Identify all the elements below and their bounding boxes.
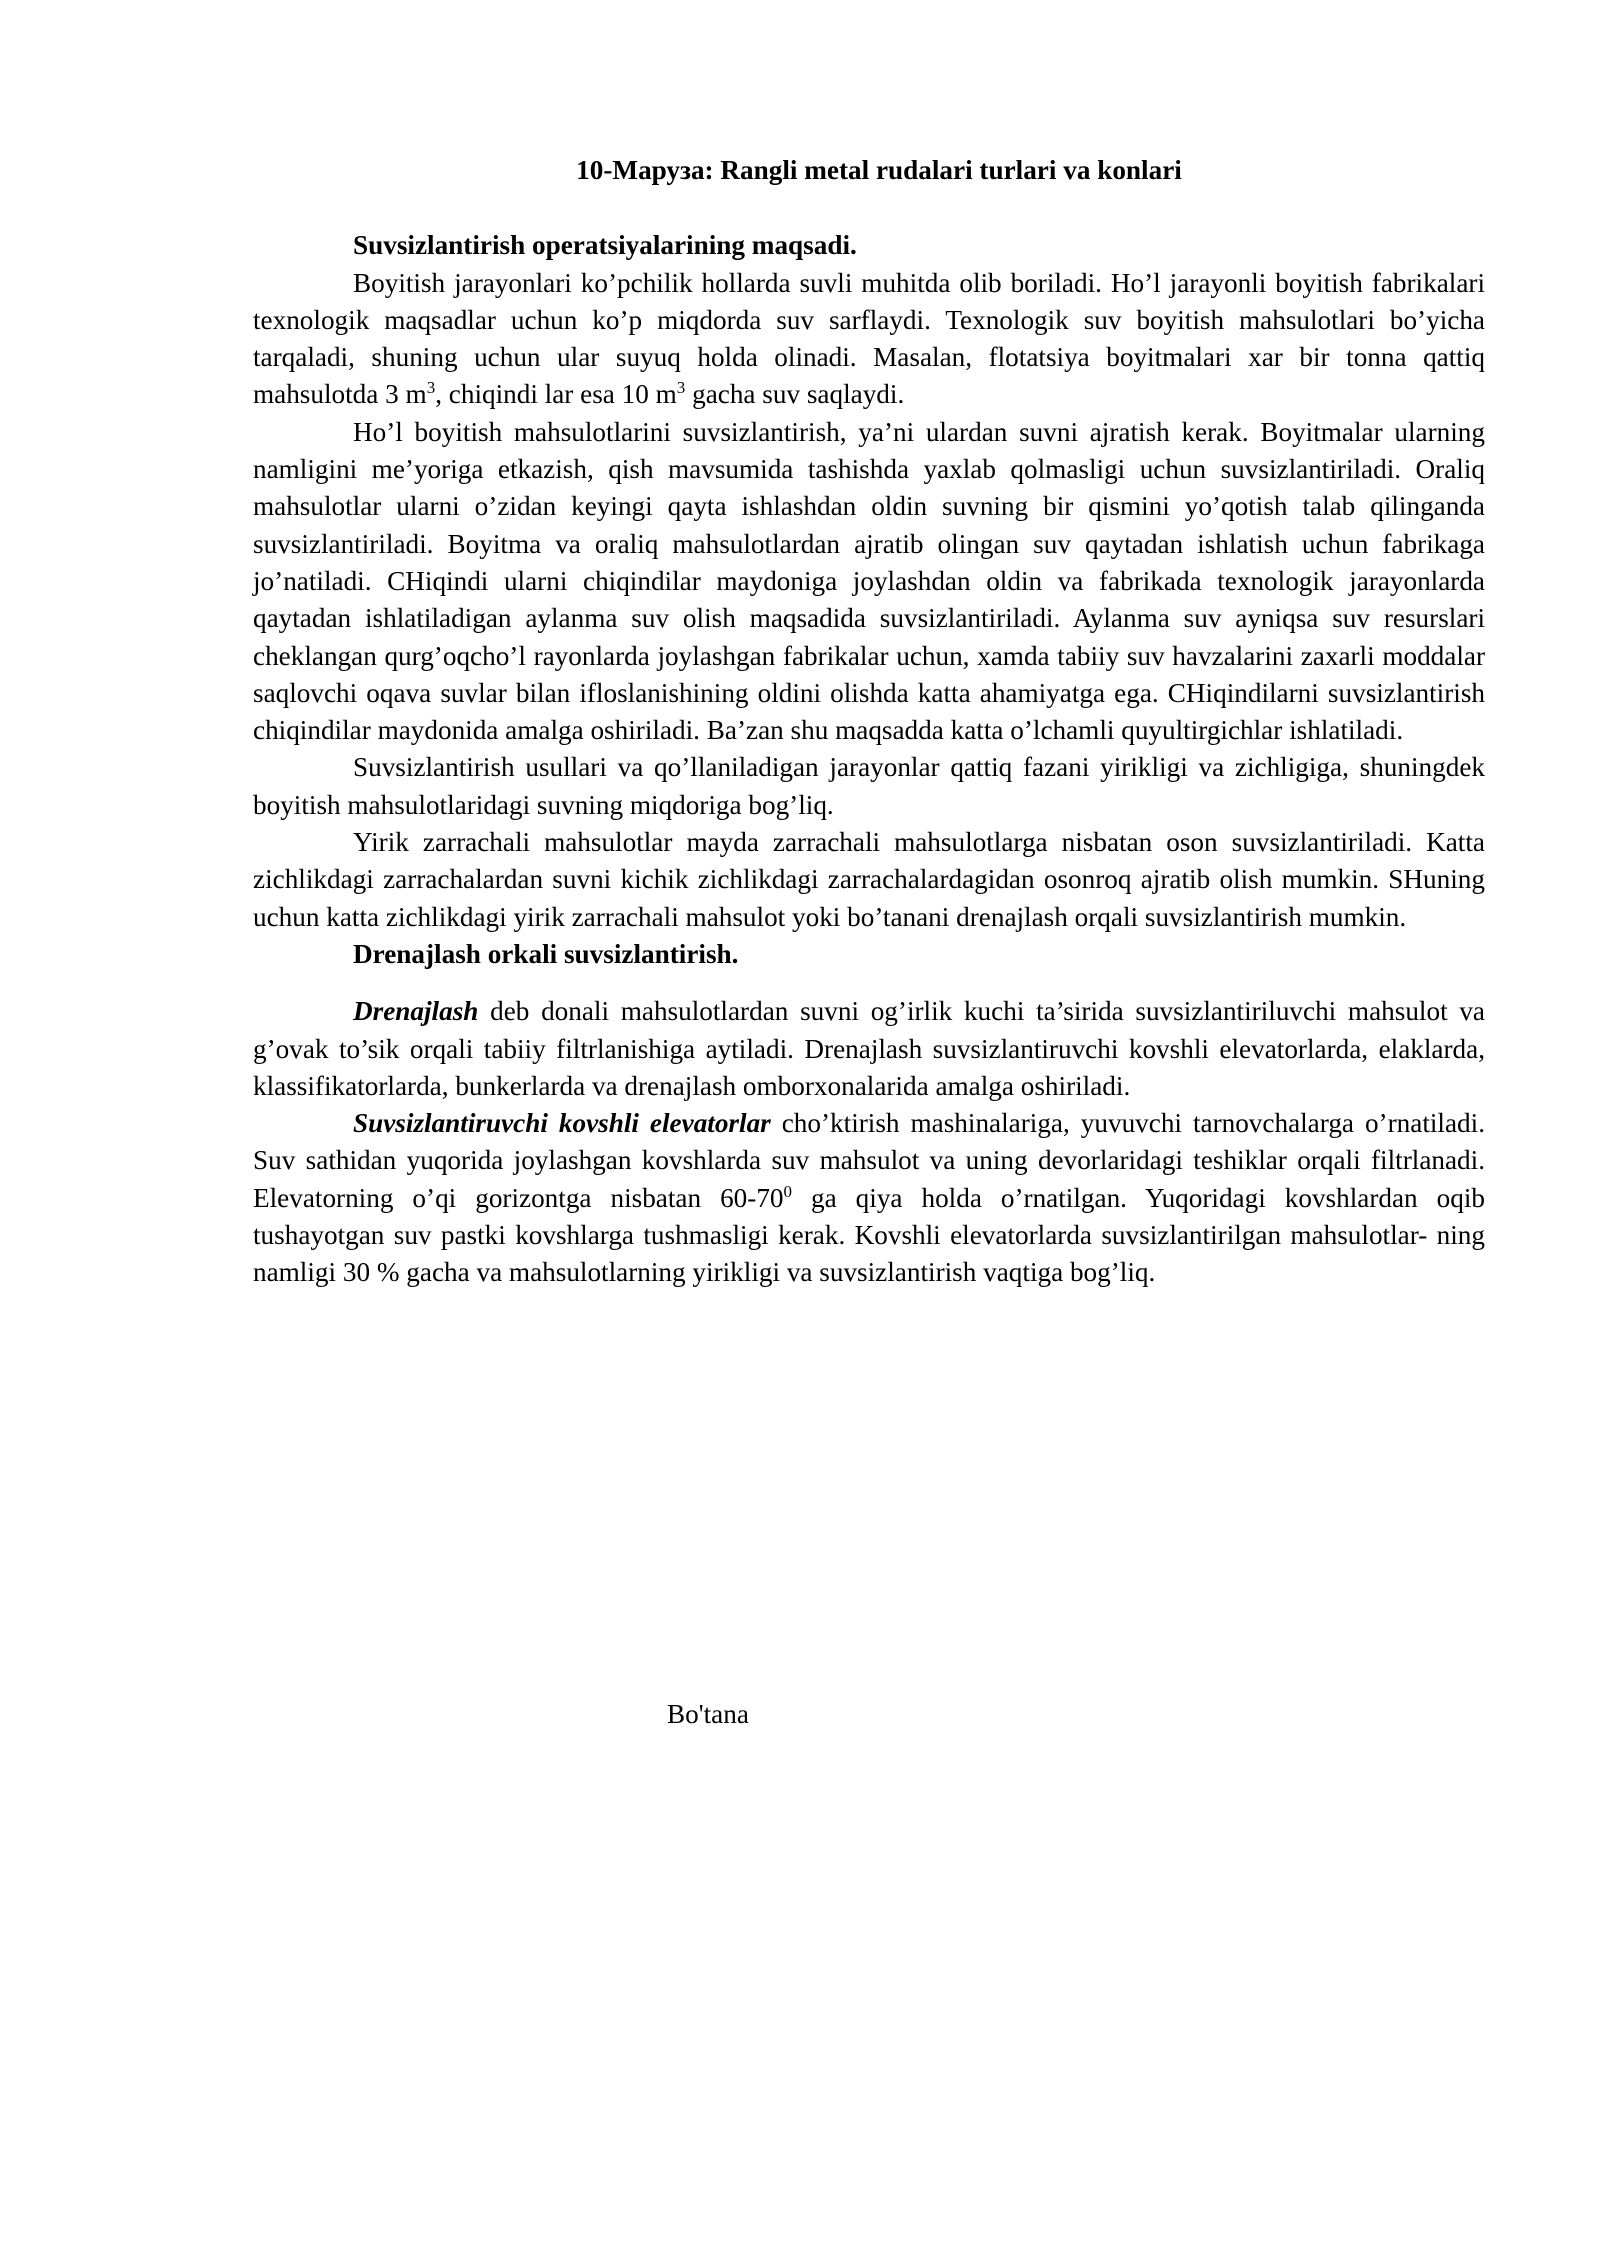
document-title: 10-Маруза: Rangli metal rudalari turlari va konlari xyxy=(576,155,1182,185)
superscript-cubed-2: 3 xyxy=(676,378,686,398)
paragraph-6-text-b: ga qiya holda o’rnatilgan. Yuqoridagi kovshlardan oqib tushayotgan suv pastki kovshlarga tushmasligi kerak. Kovshli elevatorlarda suvsizlantirilgan mahsulotlar- ning namligi 30 % gacha va mahsulotlarning yirikligi va suvsizlantirish vaqtiga bog’liq. xyxy=(253,1182,1485,1288)
superscript-degree: 0 xyxy=(783,1181,793,1201)
document-body xyxy=(253,152,1485,1292)
paragraph-5-text: deb donali mahsulotlardan suvni og’irlik kuchi ta’sirida suvsizlantiriluvchi mahsulot va g’ovak to’sik orqali tabiiy filtrlanishiga aytiladi. Drenajlash suvsizlantiruvchi kovshli elevatorlarda, elaklarda, klassifikatorlarda, bunkerlarda va drenajlash omborxonalarida amalga oshiriladi. xyxy=(253,996,1485,1101)
paragraph-2: Ho’l boyitish mahsulotlarini suvsizlantirish, ya’ni ulardan suvni ajratish kerak. Boyitmalar ularning namligini me’yoriga etkazish, qish mavsumida tashishda yaxlab qolmasligi uchun suvsizlantiriladi. Oraliq mahsulotlar ularni o’zidan keyingi qayta ishlashdan oldin suvning bir qismini yo’qotish talab qilinganda suvsizlantiriladi. Boyitma va oraliq mahsulotlardan ajratib olingan suv qaytadan ishlatish uchun fabrikaga jo’natiladi. CHiqindi ularni chiqindilar maydoniga joylashdan oldin va fabrikada texnologik jarayonlarda qaytadan ishlatiladigan aylanma suv olish maqsadida suvsizlantiriladi. Aylanma suv ayniqsa suv resurslari cheklangan qurg’oqcho’l rayonlarda joylashgan fabrikalar uchun, xamda tabiiy suv havzalarini zaxarli moddalar saqlovchi oqava suvlar bilan ifloslanishining oldini olishda katta ahamiyatga ega. CHiqindilarni suvsizlantirish chiqindilar maydonida amalga oshiriladi. Ba’zan shu maqsadda katta o’lchamli quyultirgichlar ishlatiladi. xyxy=(253,416,1485,746)
paragraph-1 xyxy=(253,265,1485,414)
term-elevatorlar: Suvsizlantiruvchi kovshli elevatorlar xyxy=(353,1108,771,1139)
paragraph-1-text-b: , chiqindi lar esa 10 m xyxy=(435,379,677,410)
term-drenajlash: Drenajlash xyxy=(353,996,479,1027)
paragraph-6 xyxy=(253,1105,1485,1291)
figure-caption: Bo'tana xyxy=(667,1699,749,1729)
paragraph-6-text-a: cho’ktirish mashinalariga, yuvuvchi tarnovchalarga o’rnatiladi. Suv sathidan yuqorida joylashgan kovshlarda suv mahsulot va uning devorlaridagi teshiklar orqali filtrlanadi. Elevatorning o’qi gorizontga nisbatan 60-70 xyxy=(253,1108,1485,1213)
paragraph-1-text-a: Boyitish jarayonlari ko’pchilik hollarda suvli muhitda olib boriladi. Ho’l jarayonli boyitish fabrikalari texnologik maqsadlar uchun ko’p miqdorda suv sarflaydi. Texnologik suv boyitish mahsulotlari bo’yicha tarqaladi, shuning uchun ular suyuq holda olinadi. Masalan, flotatsiya boyitmalari xar bir tonna qattiq mahsulotda 3 m xyxy=(253,267,1485,410)
section-heading-drainage: Drenajlash orkali suvsizlantirish. xyxy=(353,938,739,969)
paragraph-5 xyxy=(253,993,1485,1105)
paragraph-1-text-c: gacha suv saqlaydi. xyxy=(685,379,905,410)
paragraph-4: Yirik zarrachali mahsulotlar mayda zarrachali mahsulotlarga nisbatan oson suvsizlantiriladi. Katta zichlikdagi zarrachalardan suvni kichik zichlikdagi zarrachalardagidan osonroq ajratib olish mumkin. SHuning uchun katta zichlikdagi yirik zarrachali mahsulot yoki bo’tanani drenajlash orqali suvsizlantirish mumkin. xyxy=(253,827,1485,932)
superscript-cubed-1: 3 xyxy=(426,378,436,398)
section-heading-purpose: Suvsizlantirish operatsiyalarining maqsadi. xyxy=(353,230,857,261)
paragraph-3: Suvsizlantirish usullari va qo’llaniladigan jarayonlar qattiq fazani yirikligi va zichligiga, shuningdek boyitish mahsulotlaridagi suvning miqdoriga bog’liq. xyxy=(253,752,1485,820)
